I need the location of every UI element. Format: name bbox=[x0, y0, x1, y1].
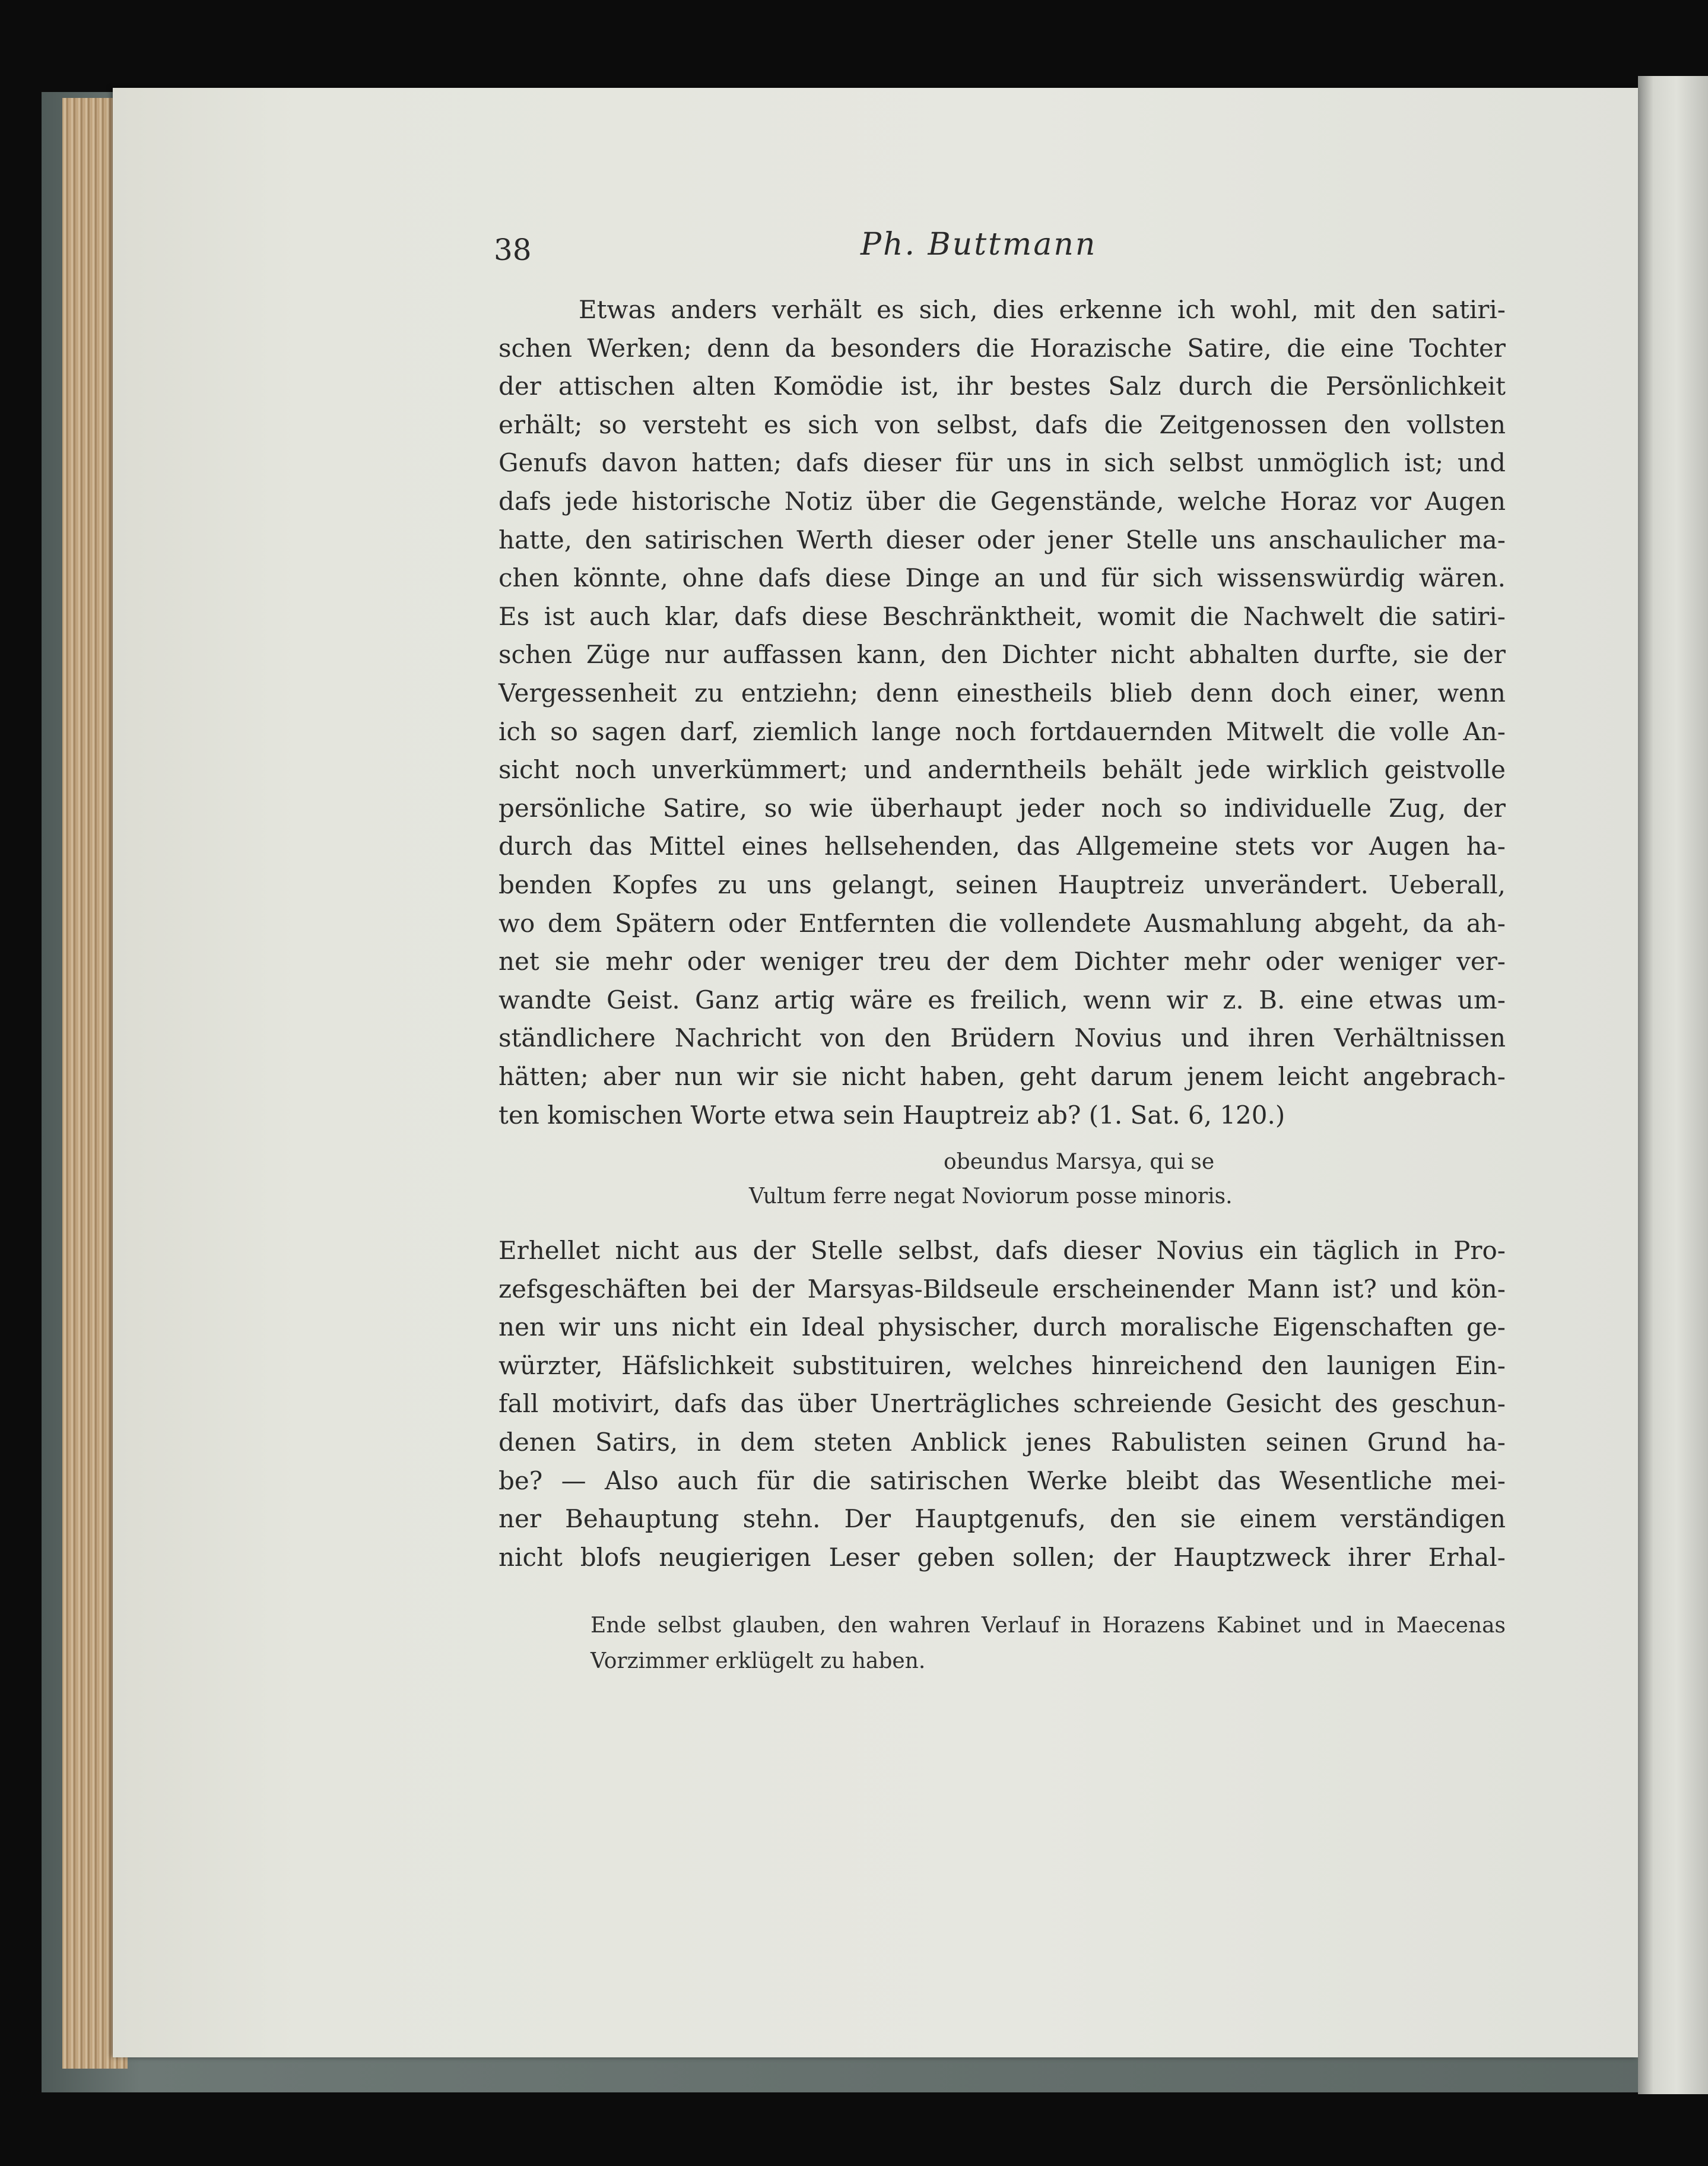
text-line: nen wir uns nicht ein Ideal physischer, durch moralische Eigenschaften ge- bbox=[499, 1312, 1506, 1342]
text-line: wandte Geist. Ganz artig wäre es freilich, wenn wir z. B. eine etwas um- bbox=[499, 985, 1506, 1014]
text-line: schen Werken; denn da besonders die Horazische Satire, die eine Tochter bbox=[499, 333, 1506, 363]
text-line: nicht blofs neugierigen Leser geben sollen; der Hauptzweck ihrer Erhal- bbox=[499, 1542, 1506, 1572]
text-line: hatte, den satirischen Werth dieser oder jener Stelle uns anschaulicher ma- bbox=[499, 525, 1506, 554]
text-line: Erhellet nicht aus der Stelle selbst, dafs dieser Novius ein täglich in Pro- bbox=[499, 1236, 1506, 1265]
text-line: fall motivirt, dafs das über Unerträgliches schreiende Gesicht des geschun- bbox=[499, 1389, 1506, 1419]
footnote-line-1: Ende selbst glauben, den wahren Verlauf in Horazens Kabinet und in Maecenas bbox=[591, 1613, 1506, 1638]
page-number: 38 bbox=[494, 233, 532, 267]
text-line: persönliche Satire, so wie überhaupt jeder noch so individuelle Zug, der bbox=[499, 793, 1506, 823]
text-line: Etwas anders verhält es sich, dies erkenne ich wohl, mit den satiri- bbox=[579, 295, 1506, 324]
text-line: Vergessenheit zu entziehn; denn einestheils blieb denn doch einer, wenn bbox=[499, 678, 1506, 708]
footnote-line-2: Vorzimmer erklügelt zu haben. bbox=[591, 1649, 926, 1673]
text-line: Genufs davon hatten; dafs dieser für uns in sich selbst unmöglich ist; und bbox=[499, 448, 1506, 478]
text-line: be? — Also auch für die satirischen Werke bleibt das Wesentliche mei- bbox=[499, 1466, 1506, 1495]
text-line: chen könnte, ohne dafs diese Dinge an und für sich wissenswürdig wären. bbox=[499, 563, 1506, 593]
text-line: Es ist auch klar, dafs diese Beschränktheit, womit die Nachwelt die satiri- bbox=[499, 601, 1506, 631]
quote-line-1: obeundus Marsya, qui se bbox=[944, 1150, 1215, 1174]
quote-line-2: Vultum ferre negat Noviorum posse minoris. bbox=[749, 1184, 1233, 1209]
text-line: benden Kopfes zu uns gelangt, seinen Hauptreiz unverändert. Ueberall, bbox=[499, 870, 1506, 899]
text-line: zefsgeschäften bei der Marsyas-Bildseule erscheinender Mann ist? und kön- bbox=[499, 1274, 1506, 1304]
text-line: ner Behauptung stehn. Der Hauptgenufs, den sie einem verständigen bbox=[499, 1504, 1506, 1534]
text-line: schen Züge nur auffassen kann, den Dichter nicht abhalten durfte, sie der bbox=[499, 640, 1506, 670]
text-line: durch das Mittel eines hellsehenden, das Allgemeine stets vor Augen ha- bbox=[499, 832, 1506, 861]
text-line: dafs jede historische Notiz über die Gegenstände, welche Horaz vor Augen bbox=[499, 487, 1506, 516]
text-line: erhält; so versteht es sich von selbst, dafs die Zeitgenossen den vollsten bbox=[499, 410, 1506, 439]
text-line: ten komischen Worte etwa sein Hauptreiz ab? (1. Sat. 6, 120.) bbox=[499, 1100, 1285, 1130]
text-line: der attischen alten Komödie ist, ihr bestes Salz durch die Persönlichkeit bbox=[499, 372, 1506, 401]
text-line: ständlichere Nachricht von den Brüdern Novius und ihren Verhältnissen bbox=[499, 1023, 1506, 1053]
text-line: ich so sagen darf, ziemlich lange noch fortdauernden Mitwelt die volle An- bbox=[499, 716, 1506, 746]
running-head: Ph. Buttmann bbox=[861, 227, 1097, 262]
text-line: hätten; aber nun wir sie nicht haben, geht darum jenem leicht angebrach- bbox=[499, 1062, 1506, 1091]
text-line: wo dem Spätern oder Entfernten die vollendete Ausmahlung abgeht, da ah- bbox=[499, 908, 1506, 938]
text-line: würzter, Häfslichkeit substituiren, welches hinreichend den launigen Ein- bbox=[499, 1350, 1506, 1380]
text-line: sicht noch unverkümmert; und anderntheils behält jede wirklich geistvolle bbox=[499, 755, 1506, 785]
facing-page-edge bbox=[1638, 76, 1708, 2094]
text-line: denen Satirs, in dem steten Anblick jenes Rabulisten seinen Grund ha- bbox=[499, 1428, 1506, 1457]
text-line: net sie mehr oder weniger treu der dem Dichter mehr oder weniger ver- bbox=[499, 947, 1506, 976]
